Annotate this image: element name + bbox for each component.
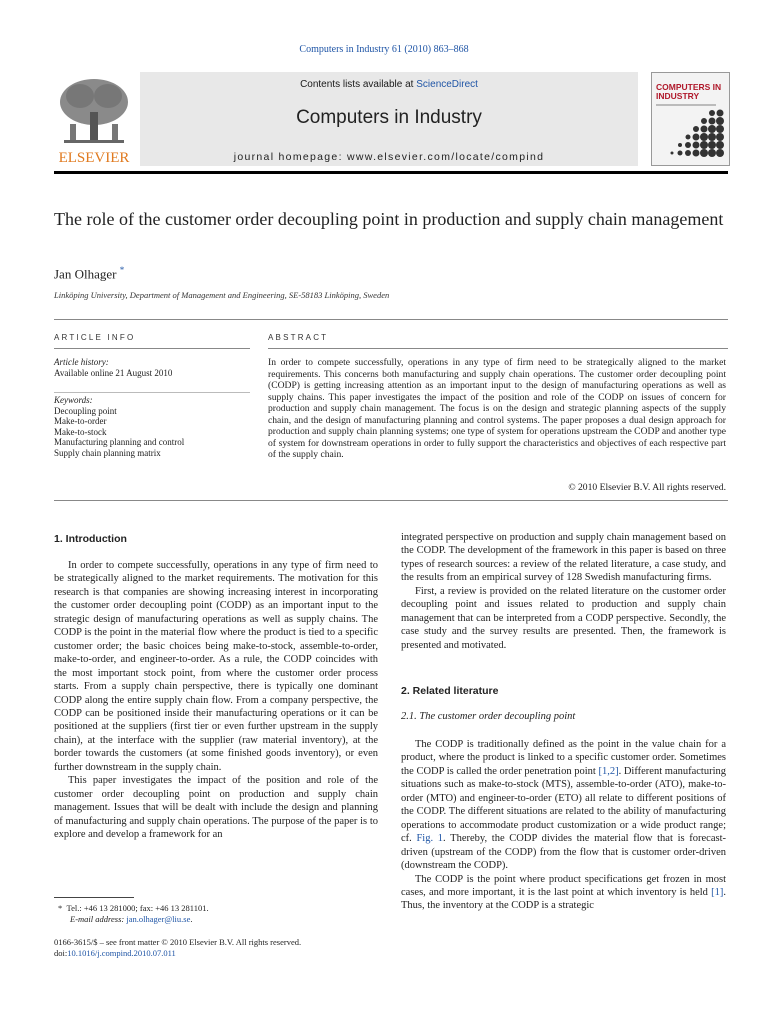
author-name bbox=[54, 265, 124, 282]
text-run: The CODP is the point where product specifications get frozen in most cases, and more important, it is the last point at which inventory is held bbox=[401, 873, 726, 898]
keyword-item: Make-to-order bbox=[54, 416, 107, 427]
text-run: . Thereby, the CODP divides the material flow that is forecast-driven (upstream of the CODP) from the flow that is customer order-driven (downstream the CODP). bbox=[401, 833, 726, 872]
abstract-text: In order to compete successfully, operations in any type of firm need to be strategically aligned to the market requirements. This concerns both manufacturing and supply chain operations. The customer order decoupling point (CODP) is getting increasing attention as an important input to the design of manufacturing operations as well as supply chains. This paper investigates the impact of the position and role of the CODP on issues of concern for production and supply chain management. The focus is on the design and strategic planning aspects of the supply chain, and the design of manufacturing planning and control systems. The paper proposes a dual design approach for production and supply chain planning systems; one type of system for operations upstream the CODP and another type of system for downstream operations in order to fully support the characteristics and objectives of each respective part of the supply chain. bbox=[268, 357, 726, 461]
abstract-copyright: © 2010 Elsevier B.V. All rights reserved. bbox=[568, 482, 726, 493]
author-email-link[interactable]: jan.olhager@liu.se bbox=[126, 914, 191, 924]
abstract-heading: ABSTRACT bbox=[268, 333, 329, 342]
keyword-item: Manufacturing planning and control bbox=[54, 437, 185, 448]
text-run: . Thus, the inventory at the CODP is a strategic bbox=[401, 886, 726, 912]
text-run: The CODP is traditionally defined as the point in the value chain for a product, where the product is linked to a specific customer order. Sometimes the CODP is called the order penetration point bbox=[401, 739, 726, 777]
article-title: The role of the customer order decoupling point in production and supply chain management bbox=[54, 209, 724, 229]
paragraph: First, a review is provided on the related literature on the customer order decoupling point and issues related to production and supply chain management that can be interpreted from a CODP perspective. Secondly, the case study and the survey results are presented. Then, the framework is presented and motivated. bbox=[401, 585, 726, 651]
keywords-rule bbox=[54, 392, 250, 393]
contents-prefix: Contents lists available at bbox=[300, 79, 417, 90]
elsevier-wordmark: ELSEVIER bbox=[58, 150, 130, 166]
article-history-value: Available online 21 August 2010 bbox=[54, 367, 173, 378]
elsevier-logo bbox=[50, 72, 138, 166]
cover-title: COMPUTERS IN INDUSTRY bbox=[656, 82, 722, 101]
abstract-rule bbox=[268, 348, 728, 349]
author-footnote bbox=[58, 903, 378, 925]
issn-line: 0166-3615/$ – see front matter © 2010 Elsevier B.V. All rights reserved. bbox=[54, 937, 302, 947]
sciencedirect-link[interactable]: ScienceDirect bbox=[416, 79, 478, 90]
paragraph: This paper investigates the impact of the position and role of the customer order decoupling point on production and supply chain management. Issues that will be dealt with include the design and planning of manufacturing and supply chain operations. The purpose of the paper is to explore and develop a framework for an bbox=[54, 775, 378, 841]
cover-pattern bbox=[652, 73, 729, 165]
journal-reference[interactable]: Computers in Industry 61 (2010) 863–868 bbox=[299, 44, 469, 55]
abstract-bottom-rule bbox=[54, 500, 728, 501]
author-footnote-mark[interactable]: * bbox=[119, 265, 125, 275]
section-heading-introduction: 1. Introduction bbox=[54, 533, 127, 545]
info-top-rule bbox=[54, 319, 728, 320]
article-history bbox=[54, 357, 250, 378]
keyword-item: Decoupling point bbox=[54, 405, 117, 416]
footnote-tel-text: Tel.: +46 13 281000; fax: +46 13 281101. bbox=[66, 903, 209, 913]
journal-title: Computers in Industry bbox=[296, 107, 482, 128]
article-info-rule bbox=[54, 348, 250, 349]
doi-line bbox=[54, 948, 414, 959]
keywords-label: Keywords: bbox=[54, 395, 93, 405]
footnote-email-label: E-mail address: bbox=[70, 914, 127, 924]
subsection-heading-codp: 2.1. The customer order decoupling point bbox=[401, 711, 576, 722]
article-history-label: Article history: bbox=[54, 357, 109, 367]
paragraph bbox=[401, 738, 726, 873]
introduction-text bbox=[54, 559, 378, 842]
footnote-rule bbox=[54, 897, 134, 898]
citation-link[interactable]: [1] bbox=[711, 886, 724, 898]
right-column-intro-text bbox=[401, 531, 726, 652]
codp-text bbox=[401, 738, 726, 913]
journal-homepage[interactable]: journal homepage: www.elsevier.com/locate/compind bbox=[233, 151, 545, 163]
figure-link[interactable]: Fig. 1 bbox=[416, 833, 444, 845]
author-affiliation: Linköping University, Department of Management and Engineering, SE-58183 Linköping, Sweden bbox=[54, 290, 390, 300]
keyword-item: Make-to-stock bbox=[54, 426, 107, 437]
header-rule bbox=[54, 171, 728, 174]
citation-link[interactable]: [1,2] bbox=[598, 765, 619, 777]
paragraph bbox=[401, 873, 726, 913]
contents-line bbox=[140, 79, 638, 90]
paragraph: integrated perspective on production and supply chain management based on the CODP. The development of the framework in this paper is based on three types of research sources: a review of the related literature, a case study, and the results from an empirical survey of 128 Swedish manufacturing firms. bbox=[401, 532, 726, 584]
doi-label: doi: bbox=[54, 948, 68, 958]
text-run: . Different manufacturing situations such as make-to-stock (MTS), assemble-to-order (ATO), make-to-order (MTO) and engineer-to-order (ETO) all relate to different positions of the CODP. The different situations are related to the ability of manufacturing operations to accommodate product customization or a wide product range; cf. bbox=[401, 765, 727, 845]
paragraph: In order to compete successfully, operations in any type of firm need to be strategically aligned to the market requirements. The motivation for this research is that companies are showing increasing interest in incorporating the customer order decoupling point (CODP) as an important input to the strategic design of manufacturing operations as well as supply chains. The CODP is the point in the material flow where the product is tied to a specific customer order; the basic choices being make-to-stock, assemble-to-order, make-to-order, and engineer-to-order. As a rule, the CODP coincides with the most important stock point, from where the customer order process starts. From a supply chain perspective, there is typically one dominant CODP along the entire supply chain flow. From a company perspective, the CODP can be positioned inside their manufacturing operations or it can be positioned at the suppliers (first tier or even further upstream in the supply chain), at the interface with the supplier (raw material inventory), at the border towards the customers (at some finished goods inventory), or even further downstream in the supply chain. bbox=[54, 560, 378, 773]
article-info-heading: ARTICLE INFO bbox=[54, 333, 136, 342]
keywords-block bbox=[54, 395, 250, 459]
keyword-item: Supply chain planning matrix bbox=[54, 447, 161, 458]
front-matter-block bbox=[54, 937, 414, 959]
footnote-tel bbox=[58, 903, 378, 914]
section-heading-related-literature: 2. Related literature bbox=[401, 685, 499, 697]
footnote-email-end: . bbox=[190, 914, 193, 924]
footnote-email bbox=[58, 914, 378, 925]
footnote-mark: * bbox=[58, 903, 63, 913]
author-text: Jan Olhager bbox=[54, 266, 117, 282]
doi-link[interactable]: 10.1016/j.compind.2010.07.011 bbox=[67, 948, 176, 958]
journal-cover-image bbox=[651, 72, 730, 166]
